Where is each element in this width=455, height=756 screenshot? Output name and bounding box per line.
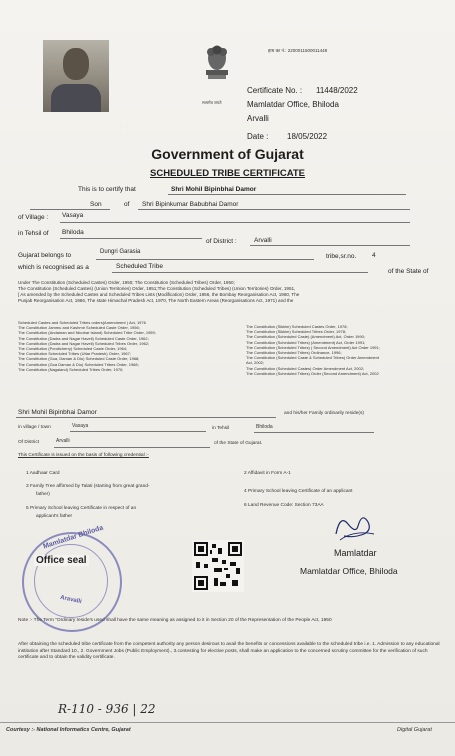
left-order-item: The Constitution (Goa Daman & Diu) Scheduled Tribes Order, 1968; (18, 361, 139, 367)
left-order-item: Scheduled Castes and Scheduled Tribes orders(Amendment ) Act, 1976 (18, 320, 146, 325)
right-order-item: The Constitution (Scheduled Tribes) (Amendment) Act, Order 1991; (246, 339, 366, 345)
applicant-photo (43, 40, 109, 112)
qr-code-icon (192, 540, 244, 592)
signatory-office: Mamlatdar Office, Bhiloda (300, 566, 398, 576)
reference-number: हाथ का नं.: 2200011500011448 (268, 48, 328, 53)
son-label: Son (90, 201, 102, 208)
credential-2: 2 Affidavit in Form A-1 (244, 471, 291, 476)
certificate-title: SCHEDULED TRIBE CERTIFICATE (150, 168, 305, 179)
village-town-label: in village / town (18, 425, 51, 430)
seal-label: Office seal (36, 555, 87, 566)
under-line-3: [ As amended by the Scheduled Castes and Scheduled Tribes Lists (Modification) Order, 1956, the Bombay Reorganisation Act, 1960, The (18, 292, 300, 297)
resident-name: Shri Mohil Bipinbhai Damor (18, 409, 97, 416)
basis-text: This Certificate is issued on the basis of following credential :- (18, 453, 149, 458)
office-name: Mamlatdar Office, Bhiloda (247, 100, 339, 109)
right-order-item: Act, 2002; (246, 360, 265, 366)
emblem-caption: सत्यमेव जयते (202, 100, 222, 105)
recognised-value: Scheduled Tribe (116, 263, 163, 270)
left-order-item: The Constitution Jammu and Kashmir Scheduled Caste Order, 1956; (18, 325, 140, 331)
credential-5: 5 Primary School leaving Certificate in respect of an (26, 506, 137, 511)
tribe-sr-label: tribe,sr.no. (326, 253, 357, 260)
tehsil-label: in Tehsil of (18, 230, 49, 237)
credential-4: 4 Primary School leaving Certificate of an applicant (244, 489, 353, 494)
credential-5-cont: applicant's father (36, 514, 73, 519)
issue-date: 18/05/2022 (287, 132, 328, 141)
village-value: Vasaya (62, 212, 84, 219)
national-emblem-icon (198, 40, 236, 98)
under-line-1: Under The Constitution (Scheduled Castes) Order, 1950; The Constitution (Scheduled Tribes) Order, 1950; (18, 280, 235, 285)
left-order-item: The Constitution (Pondicherry) Scheduled Caste Order, 1964; (18, 346, 128, 352)
applicant-name: Shri Mohil Bipinbhai Damor (171, 186, 257, 193)
left-orders-list (18, 320, 156, 372)
district-name: Arvalli (247, 114, 269, 123)
under-line-4: Punjab Reorganisation Act, 1966, The state Himachal Pradesh Act, 1970, The North Eastern Areas (Reorganisations Act, 1971) and the (18, 298, 294, 303)
footer-divider (0, 722, 455, 723)
right-orders-list (246, 324, 380, 376)
signature-icon (330, 504, 378, 546)
district-label: of District : (206, 238, 237, 245)
right-order-item: The Constitution (Sikkim) Scheduled Tribes Order, 1978; (246, 329, 347, 335)
state-gujarat-label: of the State of Gujarat. (214, 441, 263, 446)
credential-6: 6 Land Revenue Code: Section 73AA (244, 503, 324, 508)
father-name: Shri Bipinkumar Babubhai Damor (142, 201, 239, 208)
credential-3-cont: father) (36, 492, 50, 497)
footer-digital-gujarat: Digital Gujarat (397, 727, 432, 733)
tribe-sr-value: 4 (372, 252, 376, 259)
credential-3: 3 Family Tree affirmed by Talati (starting from great grand- (26, 484, 150, 489)
district2-value: Arvalli (56, 438, 70, 444)
handwritten-ref: R-110 - 936 | 22 (58, 702, 156, 716)
left-order-item: The Constitution (Goa, Daman & Diu) Scheduled Caste Order, 1968; (18, 356, 140, 362)
right-order-item: The Constitution (Scheduled Castes) Order Amendment Act, 2002; (246, 365, 365, 371)
credential-1: 1 Aadhaar Card (26, 471, 60, 476)
after-obtaining-text: After obtaining the scheduled tribe certificate from the competent authority any person desirous to avail the benefits or concessions available to the scheduled tribe i.e. 1. Admission to any educational institution after Standard 10., 2. Government Jobs (Public Employment)., 3.contesting for elective posts, shall make an application to the concerned scrutiny committee for the verification of such certificate and to obtain the validity certificate. (18, 642, 440, 661)
certificate-no: 11448/2022 (316, 86, 358, 95)
footer-courtesy: Courtesy :- National Informatics Centre, Gujarat (6, 727, 131, 733)
under-text-block (18, 280, 299, 304)
state-of-label: of the State of (388, 268, 429, 275)
village-label: of Village : (18, 214, 49, 221)
village-town-value: Vasaya (72, 423, 89, 429)
recognised-label: which is recognised as a (18, 264, 89, 271)
right-order-item: The Constitution (Scheduled Caste & Scheduled Tribes) Order Amendment (246, 355, 379, 361)
seal-ring-top: Mamlatdar Bhiloda (42, 524, 105, 551)
district-value: Arvalli (254, 237, 272, 244)
certificate-no-label: Certificate No. : (247, 86, 303, 95)
right-order-item: The Constitution (Scheduled Tribes) ( Second Amendment) Act Order 1991; (246, 344, 380, 350)
tehsil2-value: Bhiloda (256, 424, 273, 430)
right-order-item: The Constitution (Sikkim) Scheduled Castes Order, 1978; (246, 324, 348, 329)
tehsil-value: Bhiloda (62, 229, 84, 236)
tribe-name: Dungri Garasia (100, 249, 141, 255)
certify-text: This is to certify that (78, 186, 136, 193)
tehsil2-label: in Tehsil (212, 426, 230, 431)
seal-ring-bottom: Aravalli (59, 594, 83, 606)
left-order-item: The Constitution (Nagaland) Scheduled Tribes Order, 1970; (18, 366, 124, 372)
signatory-title: Mamlatdar (334, 548, 377, 558)
left-order-item: The Constitution Scheduled Tribes (Uttar Pradesh) Order, 1967; (18, 351, 131, 357)
district2-label: Of District (18, 440, 40, 445)
right-order-item: The Constitution (Scheduled Tribes) Ordinance, 1996; (246, 350, 342, 356)
belongs-label: Gujarat belongs to (18, 252, 72, 259)
office-seal (22, 532, 122, 632)
right-order-item: The Constitution (Scheduled Caste) (Amendment) Act, Order 1990; (246, 334, 365, 340)
under-line-2: The Constitution (Scheduled Castes) (Union Territories) Order, 1951;The Constitution (Scheduled Tribes) (Union Territories) Order, 1951, (18, 286, 296, 291)
right-order-item: The Constitution (Scheduled Tribes) Order (Second Amendment) Act, 2002 (246, 370, 379, 376)
resident-text: and his/her Family ordinarily reside(s) (284, 411, 364, 416)
left-order-item: The Constitution (Andaman and Nicobar Island) Scheduled Tribe Order, 1959; (18, 330, 156, 336)
government-title: Government of Gujarat (151, 146, 304, 162)
left-order-item: The Constitution (Dadra and Nagar Haveli) Scheduled Tribes Order, 1962; (18, 340, 150, 346)
of-label: of (124, 201, 130, 208)
date-label: Date : (247, 132, 269, 141)
left-order-item: The Constitution (Dadra and Nagar Haveli) Scheduled Caste Order, 1962; (18, 335, 149, 341)
note-text: Note :- The Term "Ordinary reside's used shall have the same meaning as assigned to it in Section 20 of the Representation of the People Act, 1950 (18, 618, 332, 623)
